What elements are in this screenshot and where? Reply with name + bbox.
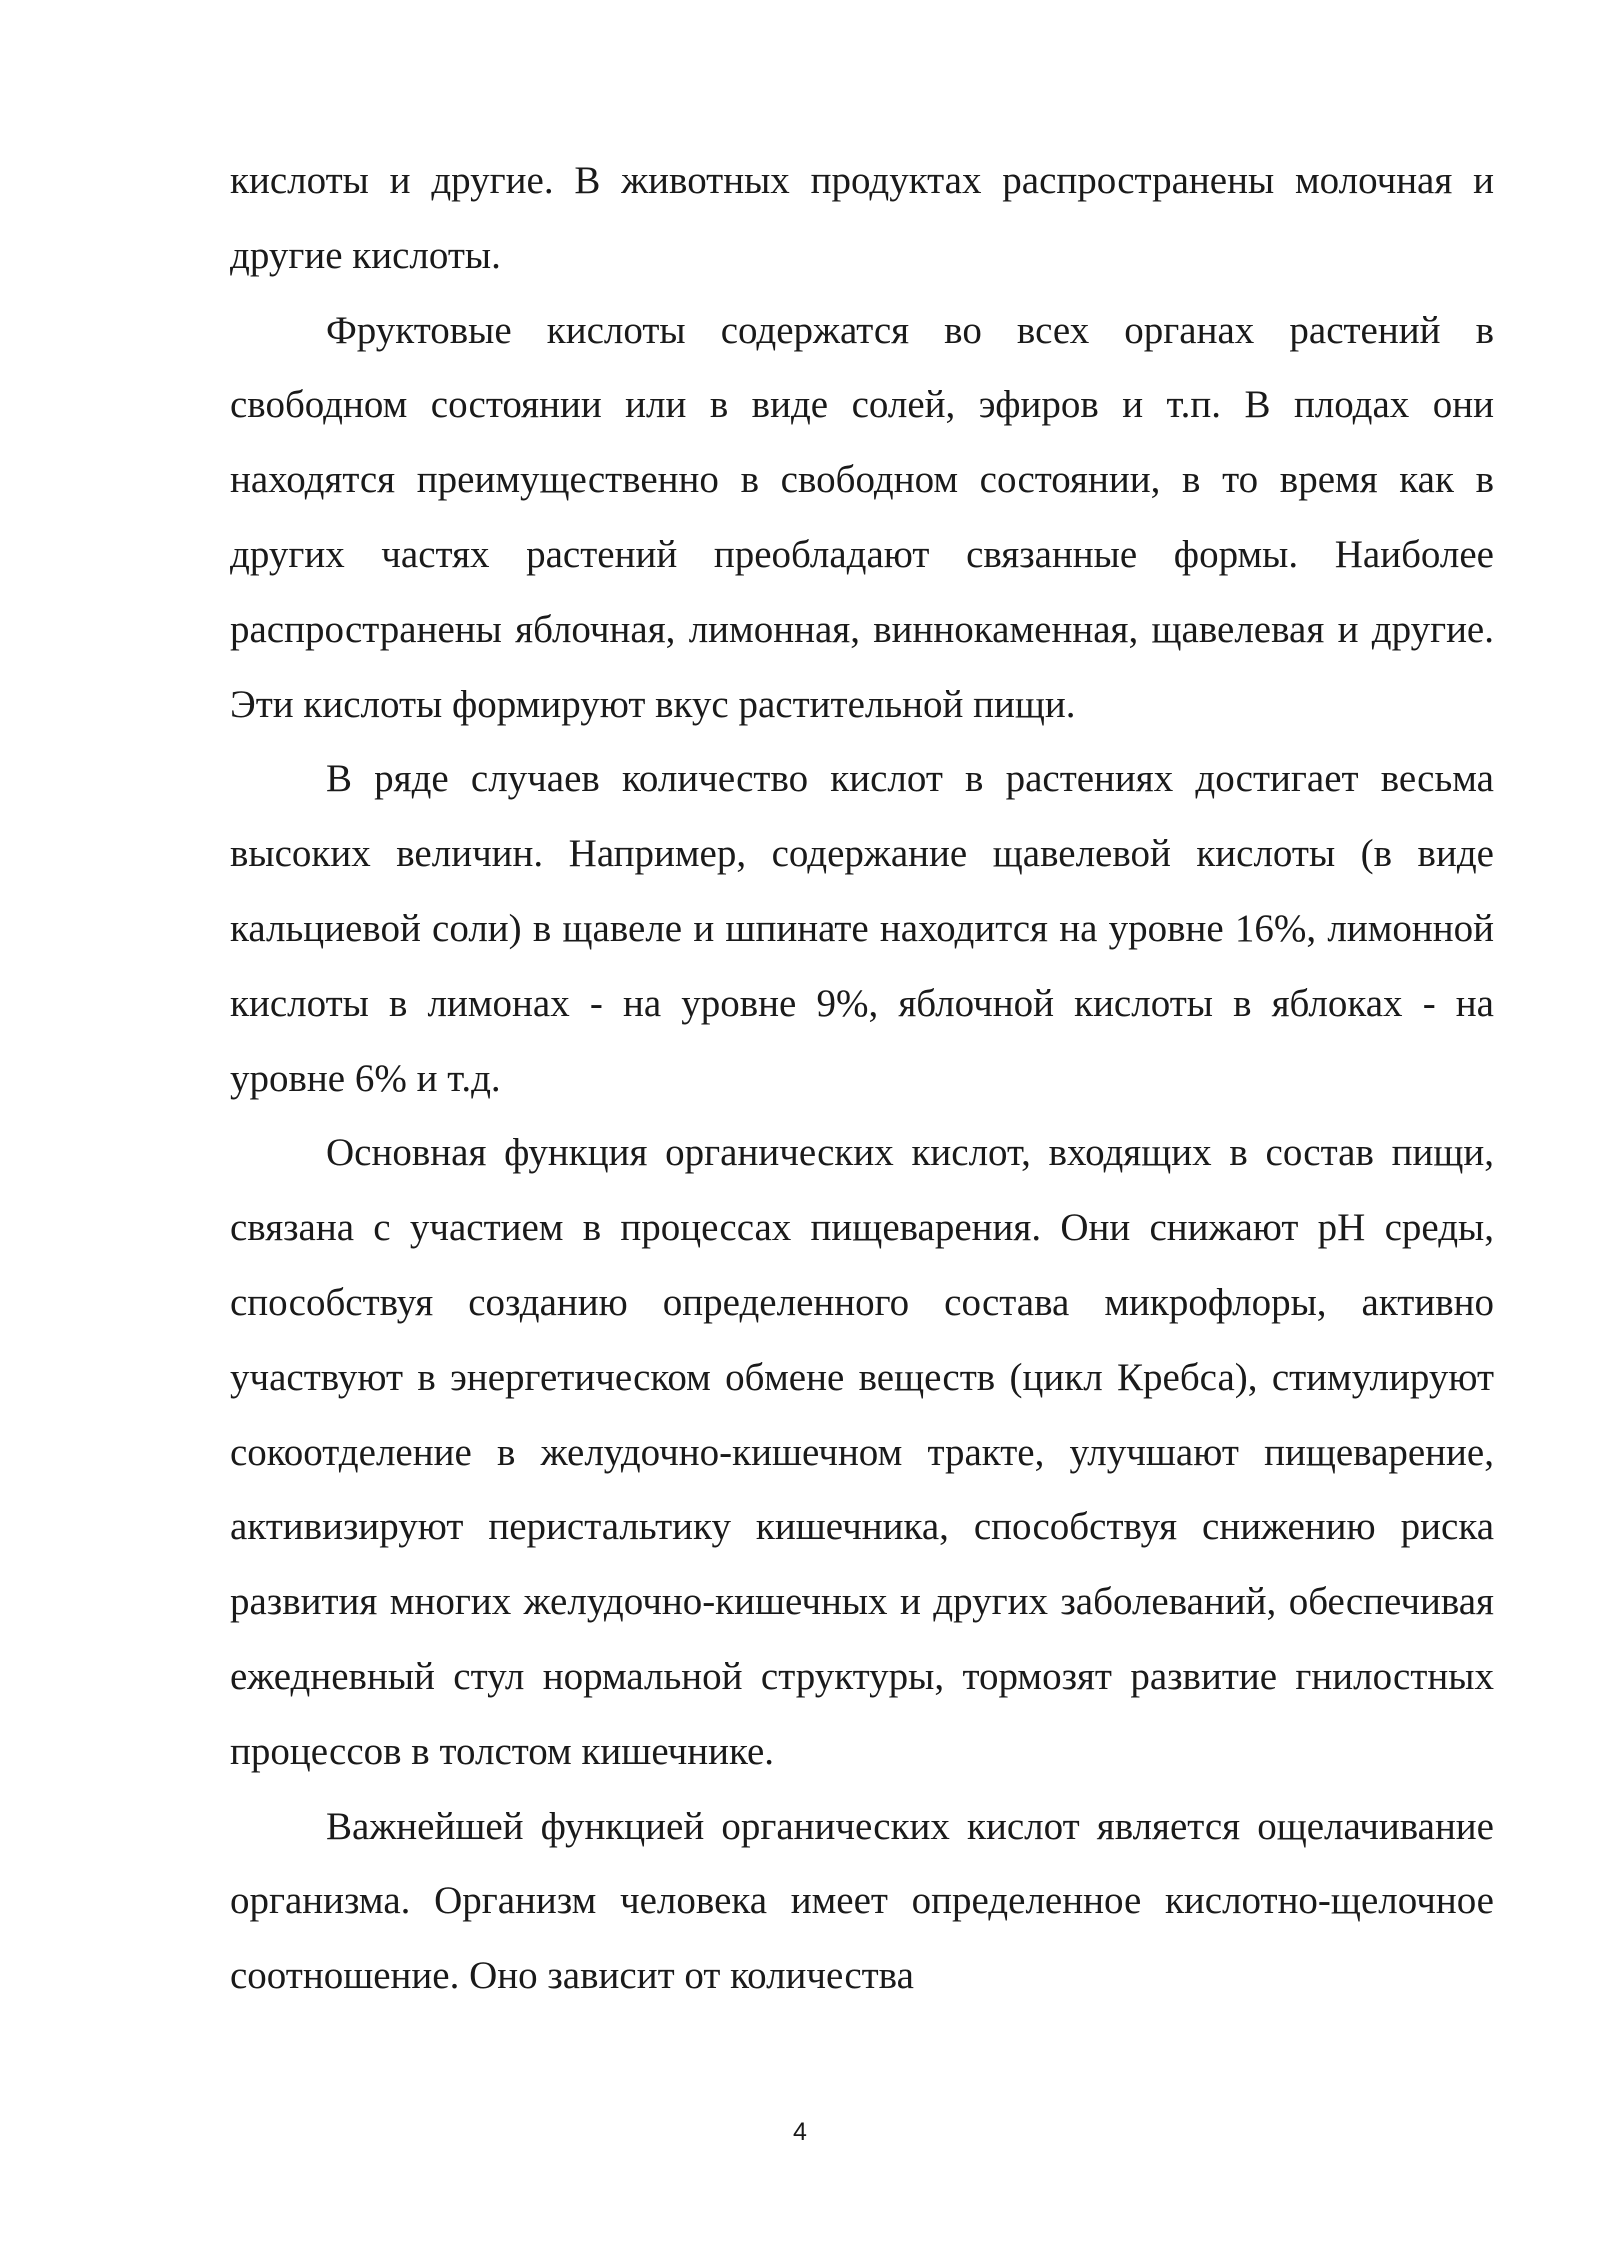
paragraph-alkalization: Важнейшей функцией органических кислот является ощелачивание организма. Организм человека имеет определенное кислотно-щелочное соотношение. Оно зависит от количества <box>230 1804 1494 1998</box>
page-number: 4 <box>793 2118 807 2146</box>
paragraph-continuation: кислоты и другие. В животных продуктах распространены молочная и другие кислоты. <box>230 159 1494 277</box>
paragraph-fruit-acids: Фруктовые кислоты содержатся во всех органах растений в свободном состоянии или в виде солей, эфиров и т.п. В плодах они находятся преимущественно в свободном состоянии, в то время как в других частях растений преобладают связанные формы. Наиболее распространены яблочная, лимонная, виннокаменная, щавелевая и другие. Эти кислоты формируют вкус растительной пищи. <box>230 308 1494 726</box>
paragraph-acid-content: В ряде случаев количество кислот в растениях достигает весьма высоких величин. Например, содержание щавелевой кислоты (в виде кальциевой соли) в щавеле и шпинате находится на уровне 16%, лимонной кислоты в лимонах - на уровне 9%, яблочной кислоты в яблоках - на уровне 6% и т.д. <box>230 757 1494 1100</box>
paragraph-main-function: Основная функция органических кислот, входящих в состав пищи, связана с участием в процессах пищеварения. Они снижают рН среды, способствуя созданию определенного состава микрофлоры, активно участвуют в энергетическом обмене веществ (цикл Кребса), стимулируют сокоотделение в желудочно-кишечном тракте, улучшают пищеварение, активизируют перистальтику кишечника, способствуя снижению риска развития многих желудочно-кишечных и других заболеваний, обеспечивая ежедневный стул нормальной структуры, тормозят развитие гнилостных процессов в толстом кишечнике. <box>230 1131 1494 1773</box>
body-text <box>230 144 1494 2014</box>
